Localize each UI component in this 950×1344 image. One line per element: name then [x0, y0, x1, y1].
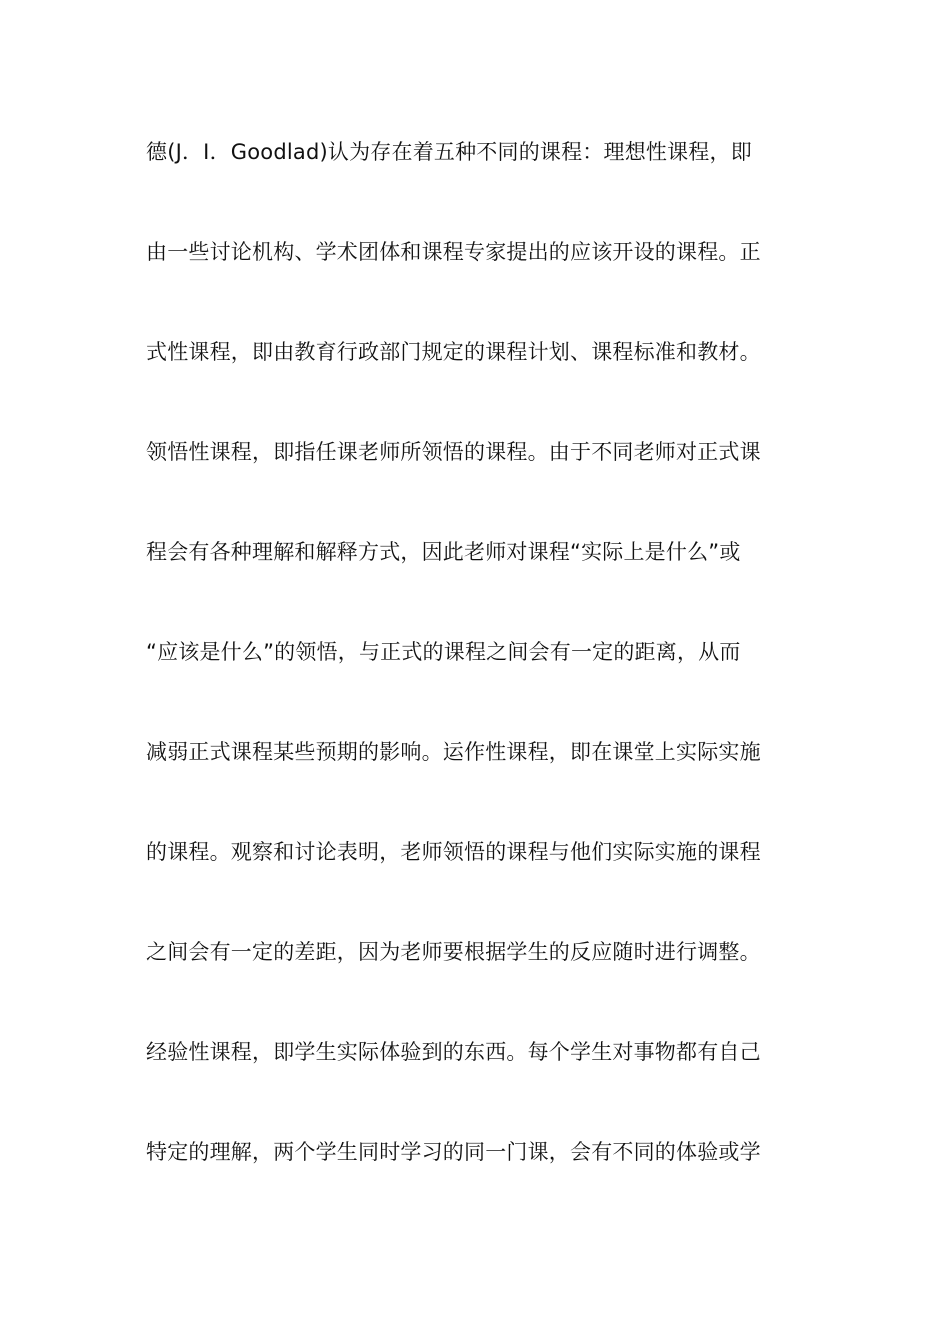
- text-line: 领悟性课程，即指任课老师所领悟的课程。由于不同老师对正式课: [146, 440, 761, 464]
- text-line: 德(J．I．Goodlad)认为存在着五种不同的课程：理想性课程，即: [146, 140, 752, 164]
- text-line: 减弱正式课程某些预期的影响。运作性课程，即在课堂上实际实施: [146, 740, 761, 764]
- text-line: “应该是什么”的领悟，与正式的课程之间会有一定的距离，从而: [146, 640, 741, 664]
- text-line: 之间会有一定的差距，因为老师要根据学生的反应随时进行调整。: [146, 940, 761, 964]
- text-line: 的课程。观察和讨论表明，老师领悟的课程与他们实际实施的课程: [146, 840, 761, 864]
- text-line: 特定的理解，两个学生同时学习的同一门课，会有不同的体验或学: [146, 1140, 761, 1164]
- text-line: 式性课程，即由教育行政部门规定的课程计划、课程标准和教材。: [146, 340, 761, 364]
- text-line: 经验性课程，即学生实际体验到的东西。每个学生对事物都有自己: [146, 1040, 761, 1064]
- text-line: 程会有各种理解和解释方式，因此老师对课程“实际上是什么”或: [146, 540, 741, 564]
- text-line: 由一些讨论机构、学术团体和课程专家提出的应该开设的课程。正: [146, 240, 761, 264]
- body-text: [146, 130, 816, 1230]
